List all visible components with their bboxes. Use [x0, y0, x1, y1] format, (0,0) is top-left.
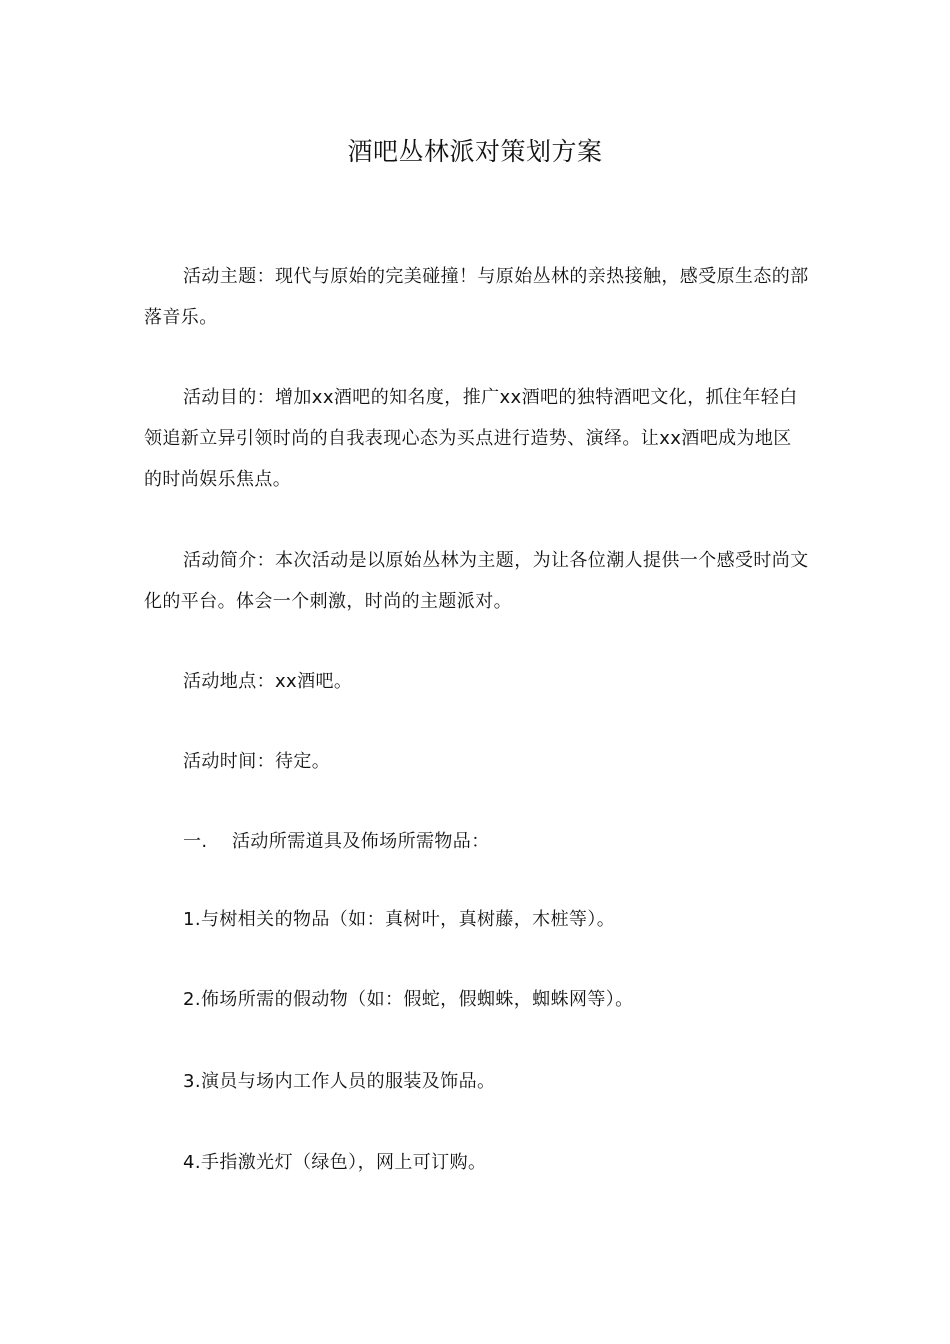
section-heading — [183, 821, 803, 862]
list-item: 2.佈场所需的假动物（如：假蛇，假蜘蛛，蜘蛛网等）。 — [183, 989, 634, 1010]
list-item: 4.手指激光灯（绿色），网上可订购。 — [183, 1152, 487, 1173]
paragraph-theme: 活动主题：现代与原始的完美碰撞！与原始丛林的亲热接触，感受原生态的部落音乐。 — [144, 266, 809, 328]
paragraph-purpose: 活动目的：增加xx酒吧的知名度，推广xx酒吧的独特酒吧文化，抓住年轻白领追新立异引领时尚的自我表现心态为买点进行造势、演绎。让xx酒吧成为地区的时尚娱乐焦点。 — [144, 387, 798, 490]
section-heading-text: 活动所需道具及佈场所需物品： — [232, 831, 490, 852]
list-item: 3.演员与场内工作人员的服装及饰品。 — [183, 1071, 496, 1092]
paragraph-time: 活动时间：待定。 — [183, 751, 331, 772]
paragraph-intro: 活动简介：本次活动是以原始丛林为主题，为让各位潮人提供一个感受时尚文化的平台。体会一个刺激，时尚的主题派对。 — [144, 550, 809, 612]
paragraph-location: 活动地点：xx酒吧。 — [183, 671, 353, 692]
document-title: 酒吧丛林派对策划方案 — [347, 137, 603, 166]
list-item: 1.与树相关的物品（如：真树叶，真树藤，木桩等）。 — [183, 909, 616, 930]
section-number: 一. — [183, 831, 208, 852]
